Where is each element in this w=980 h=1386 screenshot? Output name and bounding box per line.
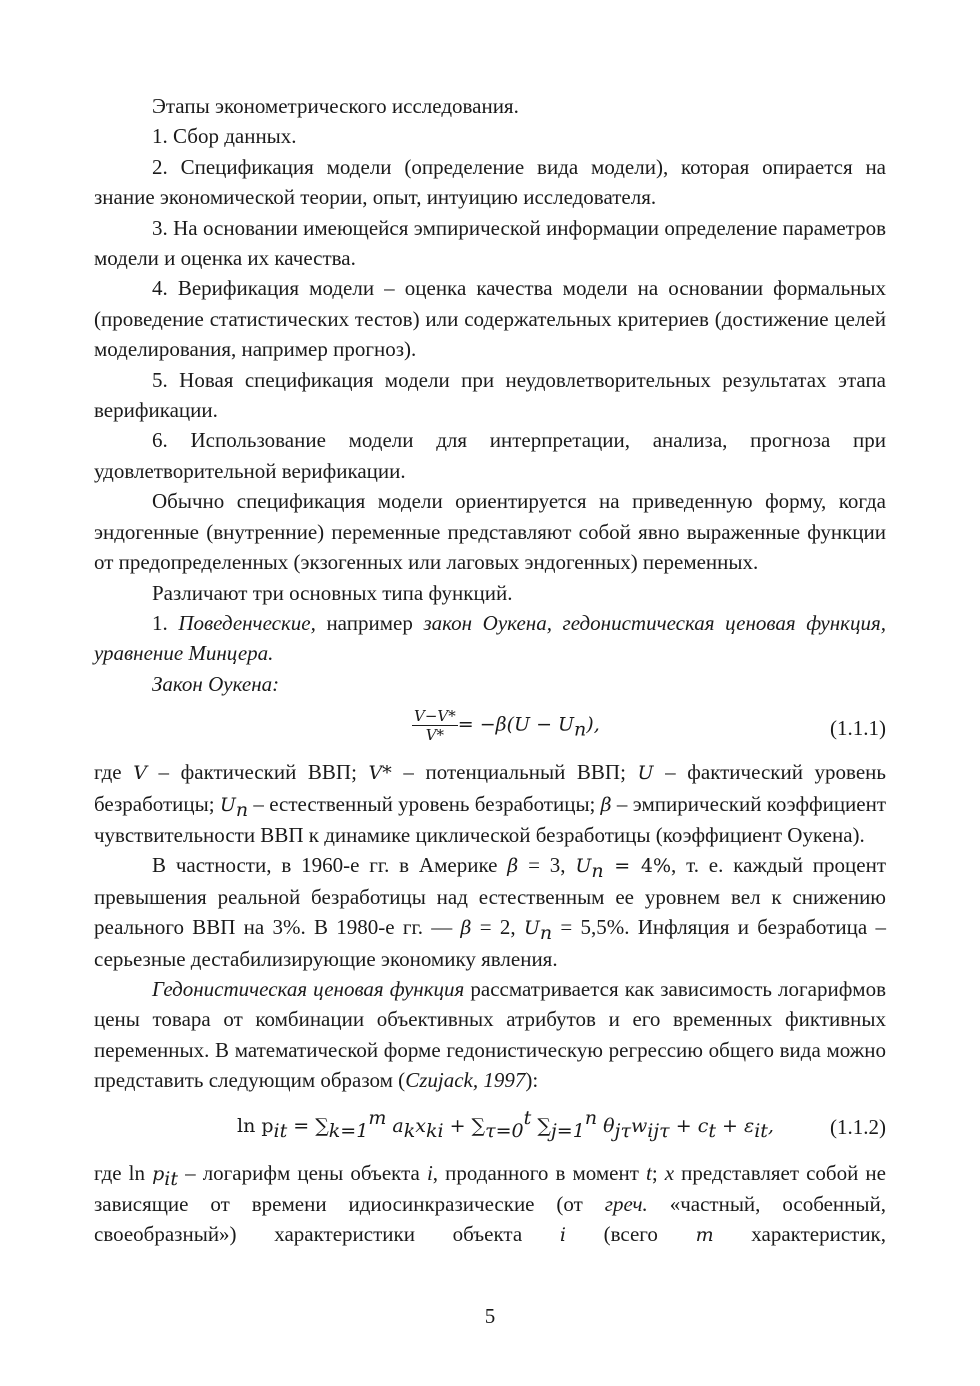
function-type-1: 1. Поведенческие, например закон Оукена, гедонистическая ценовая функция, уравнение Минцера. [94, 610, 887, 666]
okun-heading: Закон Оукена: [152, 671, 280, 696]
fraction: $\frac{V-V*}{V*}$ [414, 707, 456, 745]
equation-1-1-2: $\ln p_{it} = \sum_{k=1}^m$ $a_kx_{ki} + \sum_{\tau=0}^t$ $\sum_{j=1}^n$ $\theta_{j\tau}w_{ij\tau} + c_t + \varepsilon_{it}$, (1.1.2) [237, 1106, 886, 1142]
stage-5: 5. Новая спецификация модели при неудовлетворительных результатах этапа верификации. [94, 367, 886, 423]
examples-list: закон Оукена, гедонистическая ценовая функция, уравнение Минцера. [94, 610, 887, 666]
paragraph-where-okun: где V – фактический ВВП; V* – потенциальный ВВП; U – фактический уровень безработицы; $U_n$ – естественный уровень безработицы; β – эмпирический коэффициент чувствительности ВВП к динамике циклической безработицы (коэффициент Оукена). [94, 760, 887, 847]
page-number: 5 [484, 1304, 496, 1328]
section-title: Этапы эконометрического исследования. [152, 94, 519, 118]
stage-4: 4. Верификация модели – оценка качества модели на основании формальных (проведение статистических тестов) или содержательных критериев (достижение целей моделирования, например прогноз). [94, 276, 886, 362]
document-body [94, 91, 886, 1251]
paragraph-where-hedonic: где $\ln p_{it}$ – логарифм цены объекта i, проданного в момент t; x представляет собой не зависящие от времени идиосинкразические (от греч. «частный, особенный, своеобразный») характеристики объекта i (всего m характеристик, [94, 1160, 887, 1247]
paragraph-hedonic: Гедонистическая ценовая функция рассматривается как зависимость логарифмов цены товара от комбинации объективных атрибутов и его временных фиктивных переменных. В математической форме гедонистическую регрессию общего вида можно представить следующим образом (Czujack, 1997): [94, 976, 887, 1093]
stage-3: 3. На основании имеющейся эмпирической информации определение параметров модели и оценка их качества. [94, 215, 886, 271]
equation-number: (1.1.1) [830, 716, 886, 741]
stage-1: 1. Сбор данных. [152, 124, 297, 149]
hedonic-term: Гедонистическая ценовая функция [152, 976, 465, 1001]
stage-2: 2. Спецификация модели (определение вида модели), которая опирается на знание экономической теории, опыт, интуицию исследователя. [94, 154, 886, 210]
equation-number: (1.1.2) [830, 1114, 886, 1139]
stage-6: 6. Использование модели для интерпретации, анализа, прогноза при удовлетворительной верификации. [94, 428, 886, 483]
paragraph-usa-example: В частности, в 1960-е гг. в Америке β = 3, $U_n = 4\%$, т. е. каждый процент превышения реальной безработицы над естественным ее уровнем вел к снижению реального ВВП на 3%. В 1980-е гг. — β = 2, $U_n = 5,5\%$. Инфляция и безработица – серьезные дестабилизирующие экономику явления. [94, 853, 886, 971]
paragraph-specification: Обычно спецификация модели ориентируется на приведенную форму, когда эндогенные (внутренние) переменные представляют собой явно выраженные функции от предопределенных (экзогенных или лаговых эндогенных) переменных. [94, 489, 886, 575]
equation-1-1-1: $\frac{V-V*}{V*}$ = $-\beta(U - U_n)$, (1.1.1) [414, 707, 886, 745]
citation: Czujack, 1997 [405, 1068, 526, 1093]
behavioral-term: Поведенческие, [178, 610, 316, 635]
paragraph-function-types: Различают три основных типа функций. [152, 580, 513, 605]
